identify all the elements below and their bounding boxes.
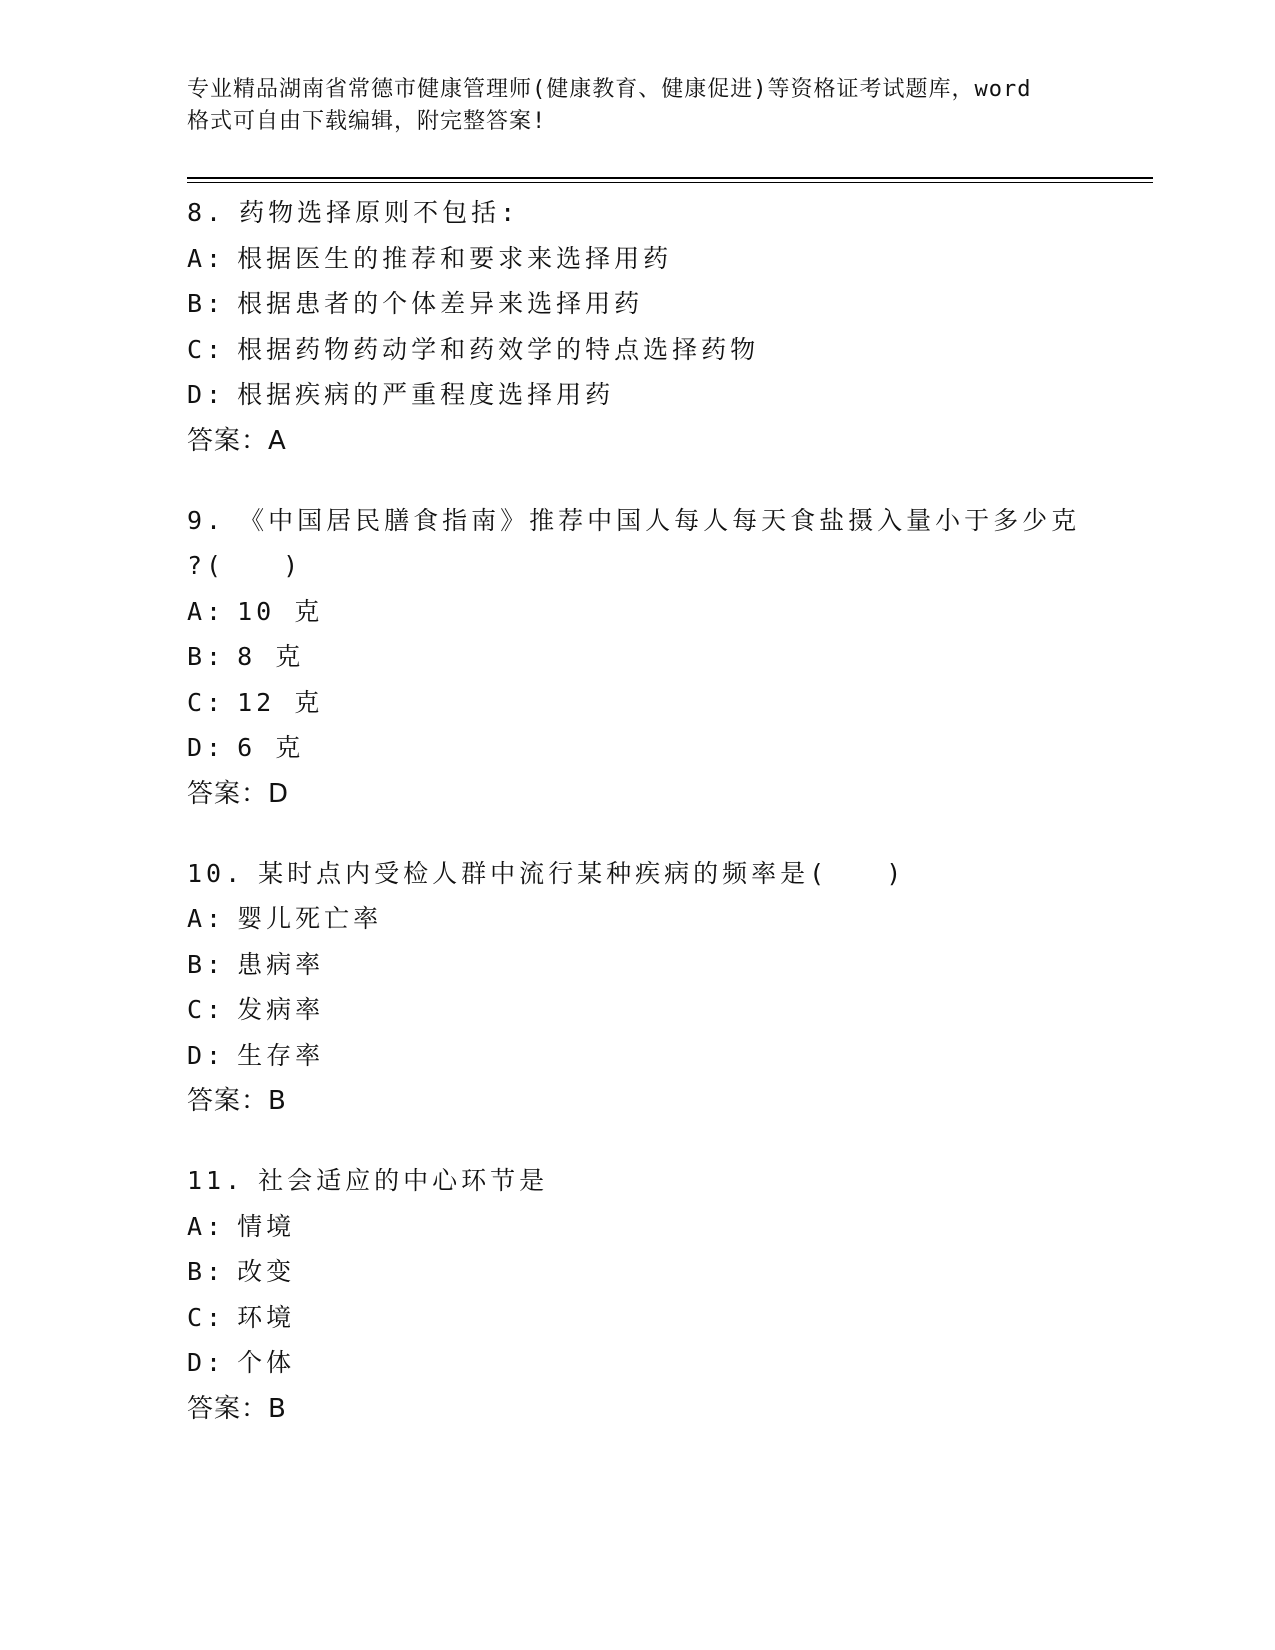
question-10: [187, 851, 1087, 1125]
option-key: D:: [187, 380, 226, 409]
option-key: C:: [187, 334, 226, 364]
answer-label: 答案：: [187, 1393, 269, 1424]
question-8: [187, 190, 1087, 464]
question-list: [187, 190, 1087, 1466]
answer-value: D: [268, 778, 290, 809]
question-number: 8.: [187, 198, 226, 227]
option-b: [187, 1249, 1087, 1295]
answer-label: 答案：: [187, 1086, 269, 1116]
option-a: [187, 589, 1087, 635]
answer-line: [187, 771, 1087, 817]
option-text: 个体: [237, 1348, 296, 1377]
option-d: [187, 1340, 1087, 1386]
option-key: C:: [187, 995, 226, 1024]
option-key: A:: [187, 904, 226, 933]
option-text: 6 克: [237, 733, 305, 762]
option-key: B:: [187, 949, 226, 979]
question-11: [187, 1158, 1087, 1432]
question-text: [187, 190, 1087, 236]
option-a: [187, 896, 1087, 942]
header-divider-thin: [187, 182, 1153, 183]
option-text: 患病率: [237, 949, 325, 979]
question-stem: 药物选择原则不包括:: [239, 198, 520, 227]
question-number: 11.: [187, 1166, 245, 1195]
option-key: B:: [187, 289, 226, 318]
option-text: 情境: [237, 1211, 296, 1241]
question-9: [187, 498, 1087, 817]
option-key: D:: [187, 1348, 226, 1377]
answer-value: B: [268, 1086, 287, 1116]
option-d: [187, 372, 1087, 418]
option-a: [187, 236, 1087, 282]
question-text: [187, 498, 1087, 544]
answer-line: [187, 1078, 1087, 1124]
question-text: [187, 851, 1087, 897]
answer-value: B: [268, 1393, 287, 1424]
option-c: [187, 987, 1087, 1033]
option-c: [187, 1295, 1087, 1341]
answer-label: 答案：: [187, 778, 269, 809]
option-key: D:: [187, 733, 226, 762]
option-key: C:: [187, 1302, 226, 1332]
option-a: [187, 1204, 1087, 1250]
answer-line: [187, 1386, 1087, 1432]
option-b: [187, 634, 1087, 680]
option-key: B:: [187, 1257, 226, 1286]
option-text: 10 克: [237, 596, 324, 626]
option-text: 婴儿死亡率: [237, 904, 383, 933]
answer-value: A: [268, 425, 287, 456]
option-text: 8 克: [237, 642, 305, 671]
option-c: [187, 327, 1087, 373]
question-number: 9.: [187, 505, 226, 535]
option-text: 生存率: [237, 1040, 325, 1070]
option-text: 发病率: [237, 995, 325, 1024]
option-text: 根据药物药动学和药效学的特点选择药物: [237, 334, 760, 364]
option-text: 根据医生的推荐和要求来选择用药: [237, 243, 673, 273]
option-d: [187, 1033, 1087, 1079]
option-key: B:: [187, 642, 226, 671]
header-divider-thick: [187, 177, 1153, 179]
answer-line: [187, 418, 1087, 464]
option-key: A:: [187, 243, 226, 273]
option-key: C:: [187, 687, 226, 717]
header-line-2: 格式可自由下载编辑，附完整答案!: [187, 109, 547, 134]
question-stem: 社会适应的中心环节是: [258, 1166, 549, 1195]
option-text: 根据患者的个体差异来选择用药: [237, 289, 644, 318]
question-number: 10.: [187, 858, 245, 888]
option-key: A:: [187, 596, 226, 626]
question-stem: 《中国居民膳食指南》推荐中国人每人每天食盐摄入量小于多少克: [239, 505, 1081, 535]
answer-label: 答案：: [187, 425, 269, 456]
option-text: 根据疾病的严重程度选择用药: [237, 380, 615, 409]
header-line-1: 专业精品湖南省常德市健康管理师(健康教育、健康促进)等资格证考试题库，word: [187, 77, 1032, 102]
option-d: [187, 725, 1087, 771]
option-key: D:: [187, 1040, 226, 1070]
page-header: [187, 74, 1087, 138]
question-stem-continued: ?( ): [187, 551, 303, 580]
question-text: [187, 1158, 1087, 1204]
option-text: 环境: [237, 1302, 296, 1332]
question-text-continued: [187, 543, 1087, 589]
option-text: 12 克: [237, 687, 324, 717]
option-key: A:: [187, 1211, 226, 1241]
option-b: [187, 942, 1087, 988]
question-stem: 某时点内受检人群中流行某种疾病的频率是( ): [258, 858, 906, 888]
option-b: [187, 281, 1087, 327]
option-text: 改变: [237, 1257, 296, 1286]
option-c: [187, 680, 1087, 726]
